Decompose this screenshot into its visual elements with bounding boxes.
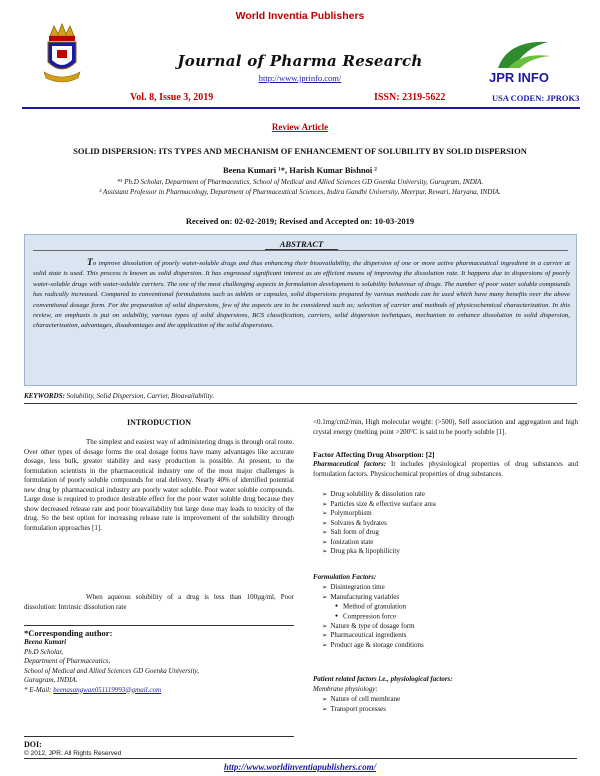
intro-heading: INTRODUCTION	[126, 418, 191, 427]
corresponding-line: Ph.D Scholar,	[24, 647, 64, 656]
list-item: ➢ Nature of cell membrane	[313, 695, 578, 705]
header-divider	[22, 107, 580, 109]
abstract-rule	[33, 250, 568, 251]
coden: USA CODEN: JPROK3	[492, 93, 580, 103]
abstract-dropcap: T	[87, 258, 93, 268]
list-item: ➢ Transport processes	[313, 705, 578, 715]
list-item: ● Method of granulation	[313, 602, 578, 612]
doi-label: DOI:	[24, 740, 42, 749]
intro-paragraph-2: When aqueous solubility of a drug is less than 100µg/ml, Poor dissolution: Intrinsic dissolution rate	[24, 593, 294, 611]
list-item: ➢ Disintegration time	[313, 583, 578, 593]
journal-url-link[interactable]: http://www.jprinfo.com/	[258, 73, 342, 83]
corresponding-rule	[24, 625, 294, 626]
membrane-list	[313, 695, 578, 714]
list-item: ➢ Manufacturing variables	[313, 593, 578, 603]
membrane-label: Membrane physiology:	[313, 685, 378, 693]
copyright: © 2012, JPR. All Rights Reserved	[24, 750, 122, 757]
footer-divider	[24, 758, 577, 759]
list-item: ● Compression force	[313, 612, 578, 622]
formulation-list-b	[313, 622, 578, 651]
pharmaceutical-factors	[313, 460, 578, 479]
keywords-list: Solubility, Solid Dispersion, Carrier, Bioavailability.	[64, 392, 214, 400]
authors: Beena Kumari ¹*, Harish Kumar Bishnoi ²	[223, 165, 377, 175]
abstract-box	[24, 234, 577, 386]
journal-title: Journal of Pharma Research	[177, 52, 423, 70]
header-bar	[22, 92, 580, 106]
list-item: ➢ Drug solubility & dissolution rate	[313, 490, 578, 500]
formulation-heading: Formulation Factors:	[313, 573, 377, 581]
volume-issue: Vol. 8, Issue 3, 2019	[130, 92, 214, 103]
jpr-info-logo-icon	[478, 38, 560, 90]
abstract-heading: ABSTRACT	[265, 239, 338, 250]
abstract-body: o improve dissolution of poorly water-soluble drugs and thus enhancing their bioavailability, the dispersion of one or more active pharmaceutical ingredient in a carrier at solid state is used. This process is known as solid dispersion. It has engrossed significant interest as an efficient means of improving the dissolution rate. It happens due to dispersions of poorly water-soluble drugs with water-soluble carriers. The one of the most challenging aspects in formulation development is solubility behaviour of drugs. The number of poor water soluble compounds has radically increased. Compared to conventional formulations such as tablets or capsules, solid dispersions prepared by various methods can be used which have many benefits over the above conventional dosage form. For the preparation of solid dispersions, few of the aspects are to be considered such as; selection of carrier and methods of physicochemical characterization. In this review, an emphasis is put on solubility, various types of solid dispersions, BCS classification, carriers, solid dispersion techniques, mechanism to enhance dissolution in solid dispersion, characterization, advantages, disadvantages and the application of the solid dispersions.	[33, 260, 570, 330]
doi-rule	[24, 736, 294, 737]
list-item: ➢ Product age & storage conditions	[313, 641, 578, 651]
logo-text: JPR INFO	[489, 70, 549, 85]
affiliation-2: ² Assistant Professor in Pharmacology, Department of Pharmaceutical Sciences, Indira Gandhi University, Meerpur, Rewari, Haryana, INDIA.	[99, 188, 501, 196]
footer-url-link[interactable]: http://www.worldinventiapublishers.com/	[223, 762, 377, 772]
corresponding-line: Department of Pharmaceutics,	[24, 657, 111, 665]
issn: ISSN: 2319-5622	[374, 92, 446, 103]
corresponding-line: School of Medical and Allied Sciences GD Goenka University,	[24, 666, 200, 675]
list-item: ➢ Nature & type of dosage form	[313, 622, 578, 632]
article-title: SOLID DISPERSION: ITS TYPES AND MECHANISM OF ENHANCEMENT OF SOLUBILITY BY SOLID DISPERSION	[73, 146, 527, 156]
email-link[interactable]: beenasangwan051119993@gmail.com	[53, 685, 162, 694]
pharm-label: Pharmaceutical factors:	[313, 460, 387, 468]
list-item: ➢ Drug pka & lipophilicity	[313, 547, 578, 557]
list-item: ➢ Ionization state	[313, 538, 578, 548]
keywords-label: KEYWORDS:	[24, 392, 65, 400]
list-item: ➢ Polymorphism	[313, 509, 578, 519]
formulation-list-a	[313, 583, 578, 602]
list-item: ➢ Pharmaceutical ingredients	[313, 631, 578, 641]
patient-factors-heading: Patient related factors i.e., physiological factors:	[313, 675, 453, 683]
corresponding-email-row	[24, 686, 294, 696]
factor-heading: Factor Affecting Drug Absorption: [2]	[313, 450, 435, 459]
corresponding-line: Gurugram, INDIA.	[24, 676, 78, 684]
keywords	[24, 392, 577, 404]
formulation-sublist	[313, 602, 578, 622]
pharm-factor-list	[313, 490, 578, 557]
article-dates: Received on: 02-02-2019; Revised and Accepted on: 10-03-2019	[185, 216, 415, 226]
corresponding-details	[24, 638, 294, 695]
list-item: ➢ Solvates & hydrates	[313, 519, 578, 529]
intro-paragraph-1: The simplest and easiest way of administering drugs is through oral route. Over other types of dosage forms the oral dosage forms have many advantages like accurate dosage, less bulk, greater stability and easy production is possible. At present, to the formulation scientists in the pharmaceutical industry one of the most major challenges is formulation of poorly soluble compounds for oral delivery. Nearly 40% of identified potential new drug by pharmaceutical industry are poorly water soluble. Poor water soluble compounds. Large dose is required to produce desirable effect for the poor water soluble drug because they show decreased release rate and poor bioavailability but large dose may leads to toxicity of the drug. So the best option for increasing release rate is improvement of the solubility through formulation approaches [1].	[24, 438, 294, 532]
intro-continued: <0.1mg/cm2/min, High molecular weight: (>500), Self association and aggregation and high crystal energy (melting point >200°C is said to be poorly soluble [1].	[313, 418, 578, 436]
pharm-text: It includes physiological properties of drug substances and formulation factors. Physicochemical properties of drug substances.	[313, 460, 578, 478]
list-item: ➢ Salt form of drug	[313, 528, 578, 538]
affiliation-1: *¹ Ph.D Scholar, Department of Pharmaceutics, School of Medical and Allied Sciences GD Goenka University, Gurugram, INDIA.	[116, 178, 484, 186]
corresponding-title: *Corresponding author:	[24, 628, 113, 638]
article-type: Review Article	[271, 122, 329, 132]
formulation-list	[313, 583, 578, 650]
corresponding-name: Beena Kumari	[24, 638, 67, 646]
email-label: * E-Mail:	[24, 685, 54, 694]
abstract-text	[33, 258, 570, 332]
publisher-name: World Inventia Publishers	[235, 10, 365, 22]
list-item: ➢ Particles size & effective surface area	[313, 500, 578, 510]
